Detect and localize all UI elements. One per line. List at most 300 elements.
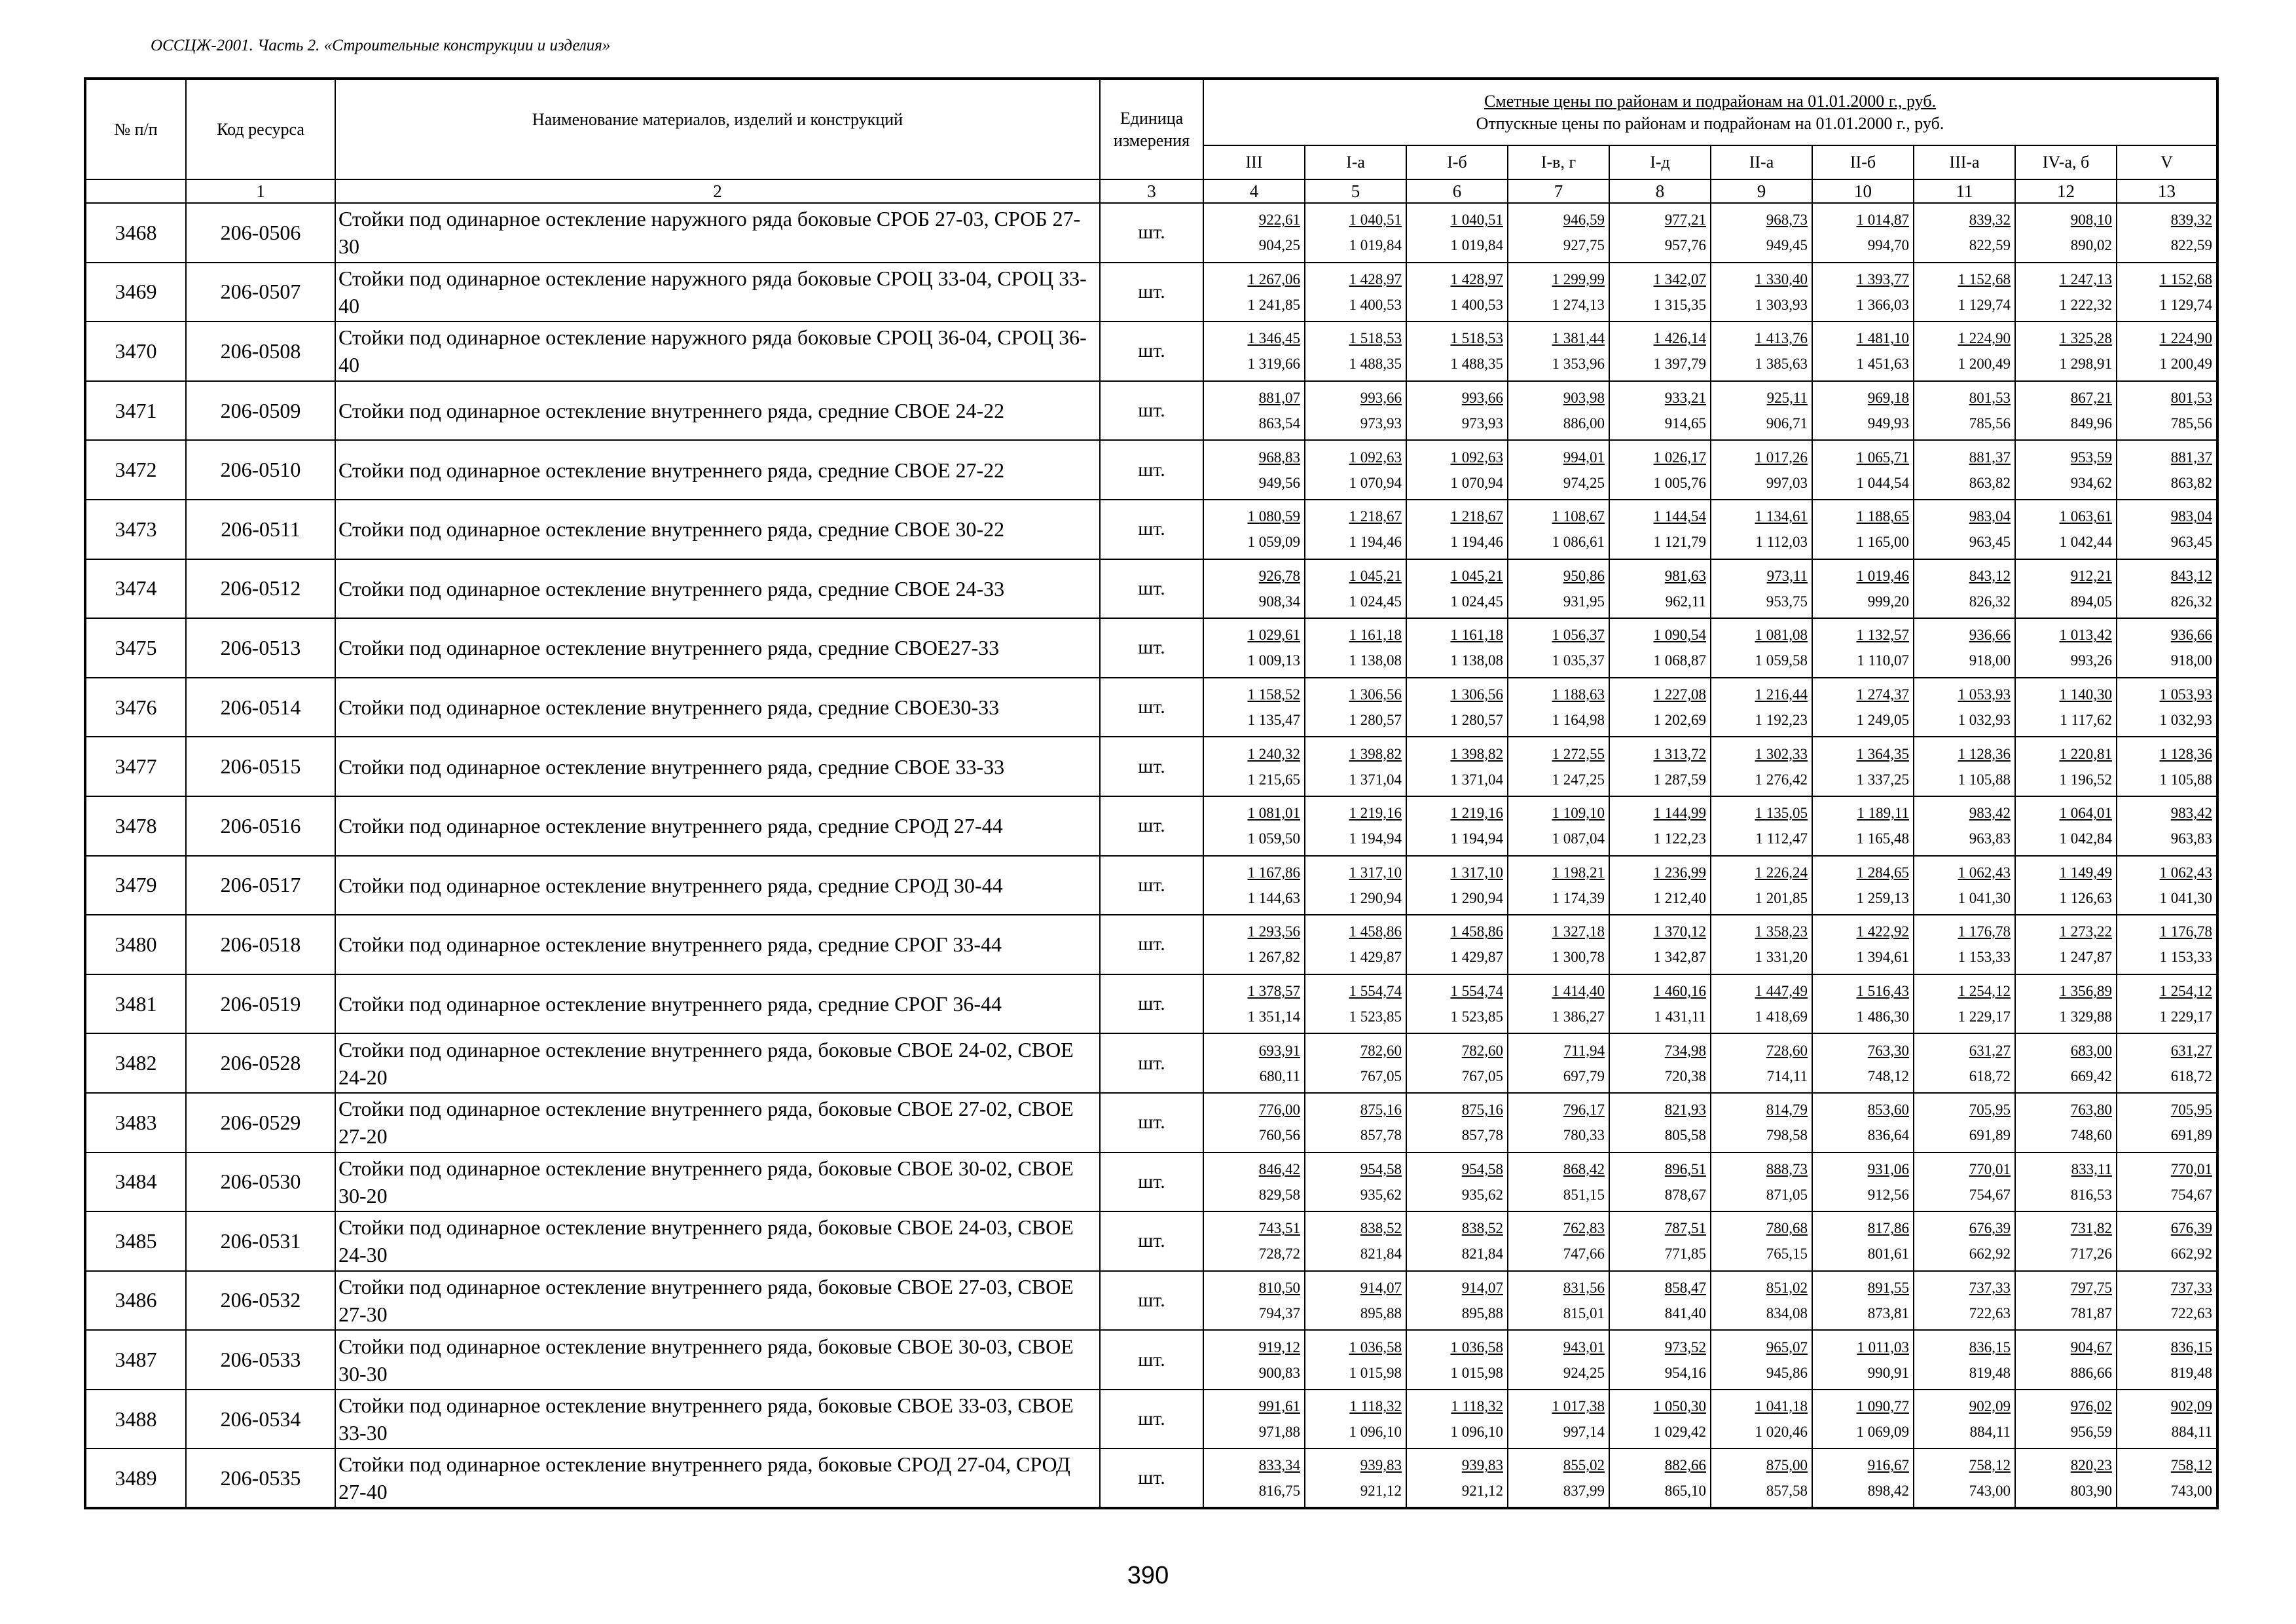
estimate-price: 782,60 xyxy=(1360,1042,1402,1059)
estimate-price: 814,79 xyxy=(1766,1101,1808,1118)
price-cell xyxy=(1305,856,1406,915)
estimate-price: 821,93 xyxy=(1664,1101,1706,1118)
estimate-price-wrap xyxy=(1407,1452,1507,1478)
estimate-price-wrap xyxy=(1204,1274,1304,1301)
release-price: 949,93 xyxy=(1867,415,1909,432)
estimate-price: 737,33 xyxy=(2170,1279,2213,1296)
price-cell xyxy=(1406,263,1508,322)
estimate-price: 1 247,13 xyxy=(2059,270,2112,287)
estimate-price: 983,42 xyxy=(2170,805,2213,822)
estimate-price: 1 240,32 xyxy=(1247,745,1300,762)
estimate-price: 1 284,65 xyxy=(1856,864,1909,881)
estimate-price-wrap xyxy=(1204,266,1304,292)
estimate-price: 1 219,16 xyxy=(1349,805,1402,822)
price-cell xyxy=(1609,263,1711,322)
estimate-price-wrap xyxy=(1610,444,1710,470)
price-cell xyxy=(1812,737,1914,796)
estimate-price: 1 149,49 xyxy=(2059,864,2112,881)
header-name xyxy=(335,79,1100,179)
price-cell xyxy=(1508,203,1609,263)
release-price: 1 222,32 xyxy=(2059,296,2112,313)
release-price: 1 290,94 xyxy=(1349,889,1402,906)
estimate-price: 763,80 xyxy=(2070,1101,2112,1118)
price-cell xyxy=(2015,737,2117,796)
estimate-price: 843,12 xyxy=(1969,567,2011,584)
material-name: Стойки под одинарное остекление внутреннего ряда, средние СРОД 27-44 xyxy=(335,796,1100,856)
estimate-price: 1 152,68 xyxy=(2159,270,2213,287)
estimate-price-wrap xyxy=(1204,1215,1304,1241)
estimate-price: 1 293,56 xyxy=(1247,923,1300,940)
estimate-price-wrap xyxy=(1407,325,1507,351)
estimate-price: 1 118,32 xyxy=(1349,1398,1402,1415)
header-unit: Единица измерения xyxy=(1100,79,1203,179)
header-name-label: Наименование материалов, изделий и конструкций xyxy=(532,110,903,129)
estimate-price-wrap xyxy=(1813,859,1913,885)
estimate-price-wrap xyxy=(1610,266,1710,292)
release-price: 957,76 xyxy=(1664,237,1706,254)
estimate-price: 817,86 xyxy=(1867,1220,1909,1237)
price-cell xyxy=(1406,1093,1508,1153)
price-cell xyxy=(1812,1153,1914,1212)
estimate-price: 936,66 xyxy=(1969,627,2011,644)
table-row xyxy=(85,915,2217,974)
estimate-price: 916,67 xyxy=(1867,1457,1909,1474)
estimate-price-wrap xyxy=(1711,681,1812,707)
release-price: 873,81 xyxy=(1867,1304,1909,1321)
material-name: Стойки под одинарное остекление внутреннего ряда, боковые СВОЕ 27-02, СВОЕ 27-20 xyxy=(335,1093,1100,1153)
price-cell xyxy=(1711,263,1812,322)
resource-code: 206-0513 xyxy=(186,618,335,678)
price-cell xyxy=(1406,381,1508,441)
release-price: 1 117,62 xyxy=(2060,712,2112,729)
release-price: 1 138,08 xyxy=(1349,652,1402,669)
release-price: 921,12 xyxy=(1360,1483,1402,1500)
estimate-price-wrap xyxy=(1204,563,1304,589)
estimate-price-wrap xyxy=(1305,1156,1406,1182)
estimate-price: 1 458,86 xyxy=(1450,923,1503,940)
resource-code: 206-0528 xyxy=(186,1033,335,1093)
release-price: 767,05 xyxy=(1461,1067,1503,1084)
estimate-price-wrap xyxy=(1305,384,1406,411)
release-price: 821,84 xyxy=(1461,1246,1503,1263)
estimate-price-wrap xyxy=(1407,563,1507,589)
estimate-price: 1 236,99 xyxy=(1653,864,1706,881)
material-name: Стойки под одинарное остекление внутреннего ряда, средние СВОЕ 24-22 xyxy=(335,381,1100,441)
estimate-price-wrap xyxy=(1610,741,1710,767)
estimate-price-wrap xyxy=(1204,978,1304,1004)
estimate-price-wrap xyxy=(1407,918,1507,944)
price-cell xyxy=(2015,381,2117,441)
price-cell xyxy=(1406,203,1508,263)
unit-of-measure: шт. xyxy=(1100,440,1203,500)
estimate-price: 933,21 xyxy=(1664,390,1706,407)
table-row xyxy=(85,381,2217,441)
estimate-price-wrap xyxy=(1813,503,1913,529)
release-price: 803,90 xyxy=(2070,1483,2112,1500)
estimate-price: 796,17 xyxy=(1563,1101,1605,1118)
release-price: 865,10 xyxy=(1664,1483,1706,1500)
price-cell xyxy=(1406,737,1508,796)
price-cell xyxy=(1508,974,1609,1034)
release-price: 841,40 xyxy=(1664,1304,1706,1321)
estimate-price-wrap xyxy=(1407,503,1507,529)
price-cell xyxy=(1914,974,2015,1034)
material-name: Стойки под одинарное остекление внутреннего ряда, средние СРОГ 36-44 xyxy=(335,974,1100,1034)
price-cell xyxy=(1711,796,1812,856)
release-price: 1 024,45 xyxy=(1349,593,1402,610)
resource-code: 206-0532 xyxy=(186,1271,335,1331)
price-cell xyxy=(2117,500,2217,559)
estimate-price-wrap xyxy=(1305,859,1406,885)
estimate-price: 705,95 xyxy=(1969,1101,2011,1118)
estimate-price: 1 393,77 xyxy=(1856,270,1909,287)
estimate-price: 1 161,18 xyxy=(1349,627,1402,644)
release-price: 1 112,03 xyxy=(1755,534,1808,551)
estimate-price: 1 254,12 xyxy=(1958,983,2011,1000)
estimate-price-wrap xyxy=(1305,681,1406,707)
price-cell xyxy=(2117,559,2217,619)
estimate-price: 1 092,63 xyxy=(1450,449,1503,466)
estimate-price: 908,10 xyxy=(2070,212,2112,229)
price-cell xyxy=(1305,263,1406,322)
price-cell xyxy=(1609,1033,1711,1093)
price-cell xyxy=(1508,856,1609,915)
estimate-price: 1 198,21 xyxy=(1552,864,1605,881)
estimate-price-wrap xyxy=(1610,859,1710,885)
release-price: 722,63 xyxy=(1969,1304,2011,1321)
estimate-price-wrap xyxy=(1711,444,1812,470)
estimate-price: 1 144,99 xyxy=(1653,805,1706,822)
estimate-price-wrap xyxy=(2117,1452,2216,1478)
price-cell xyxy=(2015,796,2117,856)
estimate-price: 902,09 xyxy=(1969,1398,2011,1415)
release-price: 963,83 xyxy=(1969,830,2011,847)
estimate-price-wrap xyxy=(1508,681,1609,707)
price-cell xyxy=(2117,796,2217,856)
price-cell xyxy=(1508,322,1609,381)
price-cell xyxy=(1203,856,1305,915)
estimate-price: 1 064,01 xyxy=(2059,805,2112,822)
estimate-price-wrap xyxy=(2016,681,2116,707)
estimate-price-wrap xyxy=(1711,918,1812,944)
estimate-price: 950,86 xyxy=(1563,567,1605,584)
estimate-price-wrap xyxy=(1204,800,1304,826)
estimate-price-wrap xyxy=(1813,563,1913,589)
release-price: 720,38 xyxy=(1664,1067,1706,1084)
release-price: 1 153,33 xyxy=(1958,949,2011,966)
estimate-price: 1 062,43 xyxy=(1958,864,2011,881)
release-price: 754,67 xyxy=(2170,1186,2213,1203)
estimate-price-wrap xyxy=(1914,1096,2014,1122)
header-region: III-а xyxy=(1914,145,2015,179)
estimate-price-wrap xyxy=(1204,1037,1304,1063)
release-price: 822,59 xyxy=(2170,237,2213,254)
header-region: II-б xyxy=(1812,145,1914,179)
estimate-price-wrap xyxy=(1914,1215,2014,1241)
estimate-price-wrap xyxy=(2016,1096,2116,1122)
price-cell xyxy=(1508,1033,1609,1093)
price-cell xyxy=(1711,203,1812,263)
price-cell xyxy=(1711,322,1812,381)
estimate-price: 780,68 xyxy=(1766,1220,1808,1237)
page-number: 390 xyxy=(1127,1562,1169,1589)
release-price: 1 015,98 xyxy=(1349,1364,1402,1381)
price-cell xyxy=(2117,322,2217,381)
price-cell xyxy=(1812,263,1914,322)
price-cell xyxy=(1203,1449,1305,1508)
release-price: 1 164,98 xyxy=(1552,712,1605,729)
release-price: 748,60 xyxy=(2070,1127,2112,1144)
price-cell xyxy=(1305,974,1406,1034)
estimate-price: 1 065,71 xyxy=(1856,449,1909,466)
price-cell xyxy=(1305,1153,1406,1212)
estimate-price-wrap xyxy=(1813,800,1913,826)
release-price: 1 194,94 xyxy=(1450,830,1503,847)
release-price: 1 429,87 xyxy=(1349,949,1402,966)
release-price: 1 488,35 xyxy=(1450,356,1503,373)
price-cell xyxy=(1406,974,1508,1034)
estimate-price-wrap xyxy=(1508,741,1609,767)
table-row xyxy=(85,856,2217,915)
estimate-price: 939,83 xyxy=(1461,1457,1503,1474)
release-price: 918,00 xyxy=(1969,652,2011,669)
release-price: 1 070,94 xyxy=(1450,474,1503,491)
estimate-price: 801,53 xyxy=(2170,390,2213,407)
release-price: 618,72 xyxy=(1969,1067,2011,1084)
estimate-price: 858,47 xyxy=(1664,1279,1706,1296)
estimate-price-wrap xyxy=(1813,681,1913,707)
estimate-price-wrap xyxy=(1305,1334,1406,1360)
estimate-price-wrap xyxy=(1204,444,1304,470)
estimate-price: 1 428,97 xyxy=(1349,270,1402,287)
unit-of-measure: шт. xyxy=(1100,1390,1203,1449)
price-cell xyxy=(1914,440,2015,500)
release-price: 836,64 xyxy=(1867,1127,1909,1144)
estimate-price: 1 317,10 xyxy=(1450,864,1503,881)
price-cell xyxy=(1609,618,1711,678)
estimate-price: 1 081,01 xyxy=(1247,805,1300,822)
release-price: 956,59 xyxy=(2070,1424,2112,1441)
estimate-price: 839,32 xyxy=(2170,212,2213,229)
estimate-price-wrap xyxy=(2016,206,2116,232)
release-price: 999,20 xyxy=(1867,593,1909,610)
price-cell xyxy=(1305,559,1406,619)
release-price: 1 523,85 xyxy=(1349,1008,1402,1025)
estimate-price-wrap xyxy=(1914,1452,2014,1478)
price-cell xyxy=(1609,1271,1711,1331)
estimate-price-wrap xyxy=(2016,1334,2116,1360)
estimate-price: 693,91 xyxy=(1258,1042,1300,1059)
price-cell xyxy=(1305,322,1406,381)
estimate-price-wrap xyxy=(1610,621,1710,648)
material-name: Стойки под одинарное остекление внутреннего ряда, боковые СВОЕ 30-03, СВОЕ 30-30 xyxy=(335,1330,1100,1390)
estimate-price: 881,07 xyxy=(1258,390,1300,407)
price-cell xyxy=(1508,1390,1609,1449)
resource-code: 206-0529 xyxy=(186,1093,335,1153)
estimate-price: 810,50 xyxy=(1258,1279,1300,1296)
unit-of-measure: шт. xyxy=(1100,1033,1203,1093)
release-price: 785,56 xyxy=(2170,415,2213,432)
estimate-price-wrap xyxy=(1813,266,1913,292)
estimate-price: 1 218,67 xyxy=(1349,508,1402,525)
estimate-price-wrap xyxy=(1204,503,1304,529)
estimate-price: 1 132,57 xyxy=(1856,627,1909,644)
estimate-price-wrap xyxy=(2117,681,2216,707)
price-cell xyxy=(1914,263,2015,322)
estimate-price: 1 140,30 xyxy=(2059,686,2112,703)
release-price: 680,11 xyxy=(1259,1067,1300,1084)
estimate-price: 683,00 xyxy=(2070,1042,2112,1059)
estimate-price: 1 029,61 xyxy=(1247,627,1300,644)
release-price: 1 105,88 xyxy=(1958,771,2011,788)
estimate-price: 1 118,32 xyxy=(1451,1398,1503,1415)
estimate-price: 1 516,43 xyxy=(1856,983,1909,1000)
unit-of-measure: шт. xyxy=(1100,618,1203,678)
release-price: 743,00 xyxy=(2170,1483,2213,1500)
estimate-price: 902,09 xyxy=(2170,1398,2213,1415)
estimate-price-wrap xyxy=(2016,859,2116,885)
row-number: 3482 xyxy=(85,1033,186,1093)
estimate-price-wrap xyxy=(1914,741,2014,767)
estimate-price: 968,83 xyxy=(1258,449,1300,466)
estimate-price-wrap xyxy=(2016,1156,2116,1182)
estimate-price-wrap xyxy=(1711,741,1812,767)
price-cell xyxy=(2117,856,2217,915)
price-cell xyxy=(1711,1033,1812,1093)
release-price: 1 009,13 xyxy=(1247,652,1300,669)
estimate-price: 922,61 xyxy=(1258,212,1300,229)
estimate-price-wrap xyxy=(1204,1452,1304,1478)
price-cell xyxy=(1508,915,1609,974)
price-cell xyxy=(1203,500,1305,559)
release-price: 781,87 xyxy=(2070,1304,2112,1321)
release-price: 1 397,79 xyxy=(1653,356,1706,373)
estimate-price-wrap xyxy=(1610,206,1710,232)
resource-code: 206-0509 xyxy=(186,381,335,441)
estimate-price: 676,39 xyxy=(1969,1220,2011,1237)
release-price: 771,85 xyxy=(1664,1246,1706,1263)
price-cell xyxy=(1914,500,2015,559)
release-price: 1 105,88 xyxy=(2159,771,2213,788)
estimate-price: 1 135,05 xyxy=(1755,805,1808,822)
release-price: 1 069,09 xyxy=(1856,1424,1909,1441)
estimate-price: 1 398,82 xyxy=(1349,745,1402,762)
estimate-price: 1 330,40 xyxy=(1755,270,1808,287)
release-price: 1 019,84 xyxy=(1349,237,1402,254)
estimate-price-wrap xyxy=(1305,206,1406,232)
price-cell xyxy=(1914,381,2015,441)
release-price: 1 212,40 xyxy=(1653,889,1706,906)
unit-of-measure: шт. xyxy=(1100,500,1203,559)
release-price: 1 070,94 xyxy=(1349,474,1402,491)
estimate-price: 737,33 xyxy=(1969,1279,2011,1296)
price-cell xyxy=(2015,678,2117,737)
estimate-price-wrap xyxy=(2117,1334,2216,1360)
price-cell xyxy=(2015,856,2117,915)
estimate-price-wrap xyxy=(1508,1274,1609,1301)
release-price: 935,62 xyxy=(1360,1186,1402,1203)
estimate-price: 631,27 xyxy=(2170,1042,2213,1059)
table-row xyxy=(85,440,2217,500)
estimate-price-wrap xyxy=(1610,563,1710,589)
table-row xyxy=(85,322,2217,381)
estimate-price: 1 481,10 xyxy=(1856,330,1909,347)
estimate-price: 762,83 xyxy=(1563,1220,1605,1237)
estimate-price: 676,39 xyxy=(2170,1220,2213,1237)
estimate-price: 983,42 xyxy=(1969,805,2011,822)
price-cell xyxy=(1711,500,1812,559)
estimate-price-wrap xyxy=(1204,918,1304,944)
row-number: 3485 xyxy=(85,1211,186,1271)
estimate-price-wrap xyxy=(1711,206,1812,232)
release-price: 1 174,39 xyxy=(1552,889,1605,906)
price-cell xyxy=(1914,203,2015,263)
estimate-price-wrap xyxy=(2016,563,2116,589)
release-price: 1 280,57 xyxy=(1450,712,1503,729)
price-cell xyxy=(1711,1390,1812,1449)
release-price: 837,99 xyxy=(1563,1483,1605,1500)
estimate-price-wrap xyxy=(1813,1215,1913,1241)
release-price: 993,26 xyxy=(2070,652,2112,669)
estimate-price: 743,51 xyxy=(1258,1220,1300,1237)
release-price: 1 015,98 xyxy=(1450,1364,1503,1381)
release-price: 785,56 xyxy=(1969,415,2011,432)
release-price: 1 290,94 xyxy=(1450,889,1503,906)
estimate-price-wrap xyxy=(2016,621,2116,648)
release-price: 1 331,20 xyxy=(1755,949,1808,966)
estimate-price: 1 518,53 xyxy=(1450,330,1503,347)
material-name: Стойки под одинарное остекление внутреннего ряда, боковые СВОЕ 24-02, СВОЕ 24-20 xyxy=(335,1033,1100,1093)
table-row xyxy=(85,618,2217,678)
estimate-price-wrap xyxy=(1711,1096,1812,1122)
column-number: 6 xyxy=(1406,179,1508,203)
unit-of-measure: шт. xyxy=(1100,1271,1203,1331)
release-price: 1 287,59 xyxy=(1653,771,1706,788)
resource-code: 206-0530 xyxy=(186,1153,335,1212)
release-price: 1 020,46 xyxy=(1755,1424,1808,1441)
estimate-price-wrap xyxy=(1407,800,1507,826)
estimate-price: 1 109,10 xyxy=(1552,805,1605,822)
estimate-price-wrap xyxy=(1407,384,1507,411)
column-number: 3 xyxy=(1100,179,1203,203)
row-number: 3470 xyxy=(85,322,186,381)
price-cell xyxy=(2015,974,2117,1034)
estimate-price-wrap xyxy=(1813,1274,1913,1301)
header-code: Код ресурса xyxy=(186,79,335,179)
estimate-price-wrap xyxy=(2117,1393,2216,1419)
estimate-price: 1 041,18 xyxy=(1755,1398,1808,1415)
estimate-price: 776,00 xyxy=(1258,1101,1300,1118)
estimate-price: 1 458,86 xyxy=(1349,923,1402,940)
estimate-price: 1 013,42 xyxy=(2059,627,2112,644)
estimate-price-wrap xyxy=(1508,859,1609,885)
price-cell xyxy=(1508,618,1609,678)
price-cell xyxy=(2117,737,2217,796)
price-cell xyxy=(1203,1211,1305,1271)
estimate-price-wrap xyxy=(1610,1334,1710,1360)
estimate-price-wrap xyxy=(1508,621,1609,648)
release-price: 997,03 xyxy=(1766,474,1808,491)
price-cell xyxy=(1406,1211,1508,1271)
price-cell xyxy=(1305,1330,1406,1390)
column-number: 4 xyxy=(1203,179,1305,203)
estimate-price-wrap xyxy=(1508,503,1609,529)
estimate-price: 925,11 xyxy=(1766,390,1808,407)
estimate-price-wrap xyxy=(1407,444,1507,470)
estimate-price-wrap xyxy=(1508,1037,1609,1063)
price-cell xyxy=(2117,678,2217,737)
release-price: 1 342,87 xyxy=(1653,949,1706,966)
